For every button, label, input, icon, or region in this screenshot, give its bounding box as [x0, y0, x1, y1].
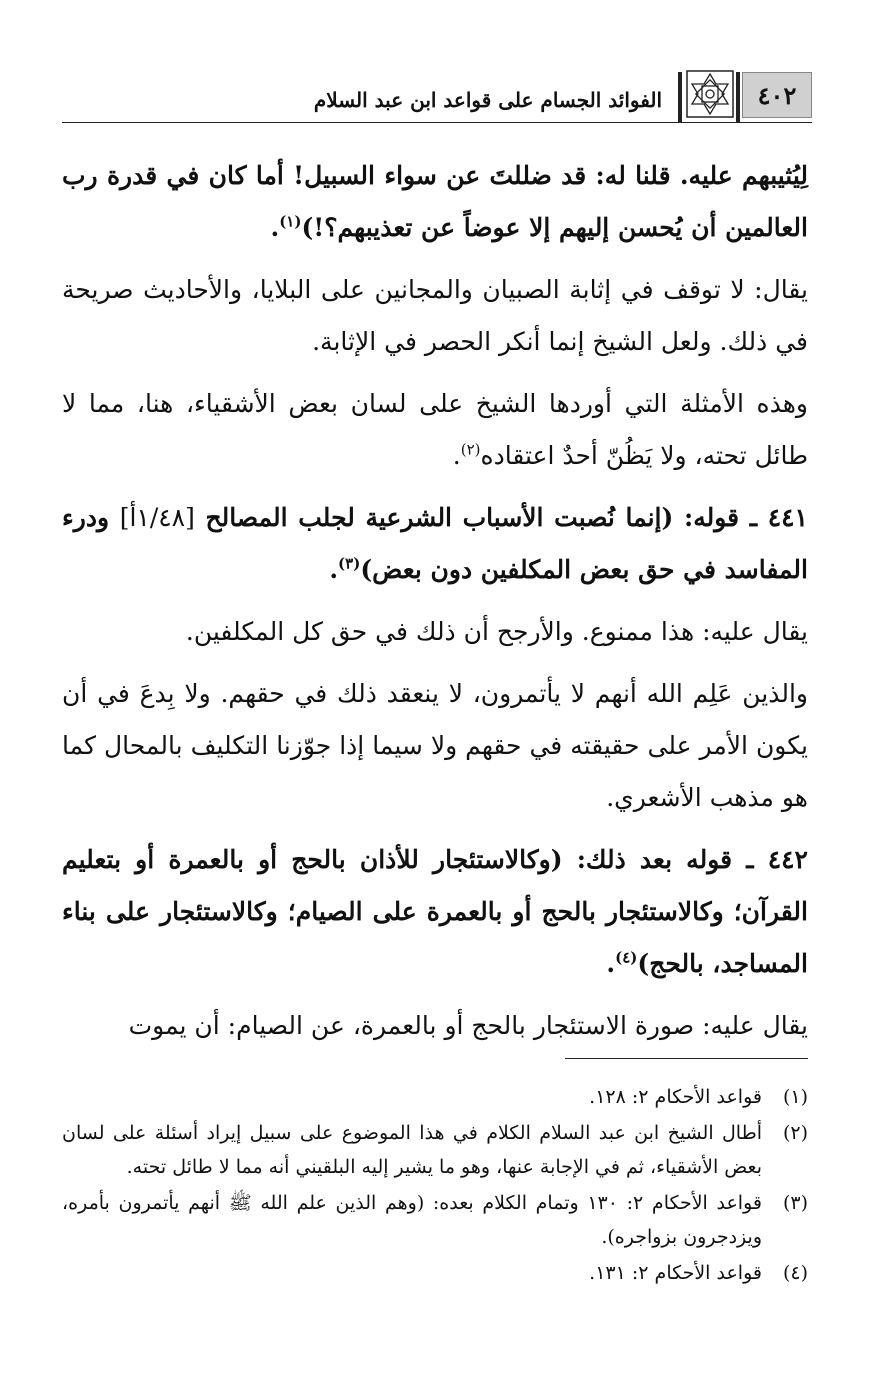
footnote-text: قواعد الأحكام ٢: ١٣٠ وتمام الكلام بعده: (وهم الذين علم الله ﷺ أنهم يأتمرون بأمره، ويزدجرون بزواجره). — [62, 1192, 762, 1248]
footnote-item — [62, 1256, 808, 1290]
paragraph-commentary: والذين عَلِم الله أنهم لا يأتمرون، لا ينعقد ذلك في حقهم. ولا بِدعَ في أن يكون الأمر على حقيقته في حقهم ولا سيما إذا جوّزنا التكليف بالمحال كما هو مذهب الأشعري. — [62, 679, 808, 812]
folio-marker: [١/٤٨أ] — [119, 503, 195, 532]
paragraph-commentary: يقال عليه: هذا ممنوع. والأرجح أن ذلك في حق كل المكلفين. — [185, 617, 808, 646]
footnote-ref: (٢) — [460, 440, 481, 459]
footnote-number: (١) — [782, 1086, 808, 1108]
paragraph-quote: ٤٤١ ـ قوله: (إنما نُصبت الأسباب الشرعية لجلب المصالح [١/٤٨أ] ودرء المفاسد في حق بعض المكلفين دون بعض)$^{(٣)}$. — [62, 503, 808, 584]
footnote-item — [62, 1080, 808, 1114]
footnote-rule — [565, 1058, 808, 1059]
paragraph-quote: لِيُثيبهم عليه. قلنا له: قد ضللتَ عن سواء السبيل! أما كان في قدرة رب العالمين أن يُحسن إليهم إلا عوضاً عن تعذيبهم؟!)$^{(١)}$. — [62, 161, 808, 242]
footnote-ref: (٣) — [338, 554, 361, 573]
paragraph-commentary: وهذه الأمثلة التي أوردها الشيخ على لسان بعض الأشقياء، هنا، مما لا طائل تحته، ولا يَظُنّ أحدٌ اعتقاده$^{(٢)}$. — [62, 389, 808, 470]
running-title: الفوائد الجسام على قواعد ابن عبد السلام — [313, 88, 662, 112]
paragraph-text: ٤٤٢ ـ قوله بعد ذلك: (وكالاستئجار للأذان بالحج أو بالعمرة أو بتعليم القرآن؛ وكالاستئجار بالحج أو بالعمرة على الصيام؛ وكالاستئجار على بناء المساجد، بالحج) — [62, 845, 808, 978]
page-header — [62, 58, 812, 126]
footnote-number: (٤) — [782, 1262, 808, 1284]
paragraph-text: ودرء المفاسد في حق بعض المكلفين دون بعض) — [62, 503, 808, 584]
footnote-text: قواعد الأحكام ٢: ١٣١. — [589, 1262, 762, 1284]
ornament-icon — [686, 70, 734, 118]
paragraph-commentary: يقال عليه: صورة الاستئجار بالحج أو بالعمرة، عن الصيام: أن يموت — [128, 1011, 808, 1040]
page-number: ٤٠٢ — [742, 72, 812, 118]
footnote-item — [62, 1116, 808, 1184]
main-text — [62, 150, 808, 1062]
header-divider — [736, 72, 740, 122]
footnote-text: أطال الشيخ ابن عبد السلام الكلام في هذا الموضوع على سبيل إيراد أسئلة على لسان بعض الأشقياء، ثم في الإجابة عنها، وهو ما يشير إليه البلقيني أنه مما لا طائل تحته. — [62, 1122, 762, 1178]
footnote-ref: (١) — [279, 212, 302, 231]
footnote-number: (٣) — [782, 1192, 808, 1214]
footnote-number: (٢) — [782, 1122, 808, 1144]
footnote-ref: (٤) — [615, 948, 638, 967]
paragraph-text: وهذه الأمثلة التي أوردها الشيخ على لسان بعض الأشقياء، هنا، مما لا طائل تحته، ولا يَظُنّ أحدٌ اعتقاده — [62, 389, 808, 470]
paragraph-commentary: يقال: لا توقف في إثابة الصبيان والمجانين على البلايا، والأحاديث صريحة في ذلك. ولعل الشيخ إنما أنكر الحصر في الإثابة. — [62, 275, 808, 356]
footnotes — [62, 1080, 808, 1292]
header-divider — [678, 72, 682, 122]
paragraph-text: ٤٤١ ـ قوله: (إنما نُصبت الأسباب الشرعية لجلب المصالح — [205, 503, 808, 532]
header-rule — [62, 122, 812, 123]
footnote-item — [62, 1186, 808, 1254]
paragraph-quote: ٤٤٢ ـ قوله بعد ذلك: (وكالاستئجار للأذان بالحج أو بالعمرة أو بتعليم القرآن؛ وكالاستئجار بالحج أو بالعمرة على الصيام؛ وكالاستئجار على بناء المساجد، بالحج)$^{(٤)}$. — [62, 845, 808, 978]
paragraph-text: لِيُثيبهم عليه. قلنا له: قد ضللتَ عن سواء السبيل! أما كان في قدرة رب العالمين أن يُحسن إليهم إلا عوضاً عن تعذيبهم؟!) — [62, 161, 808, 242]
footnote-text: قواعد الأحكام ٢: ١٢٨. — [589, 1086, 762, 1108]
